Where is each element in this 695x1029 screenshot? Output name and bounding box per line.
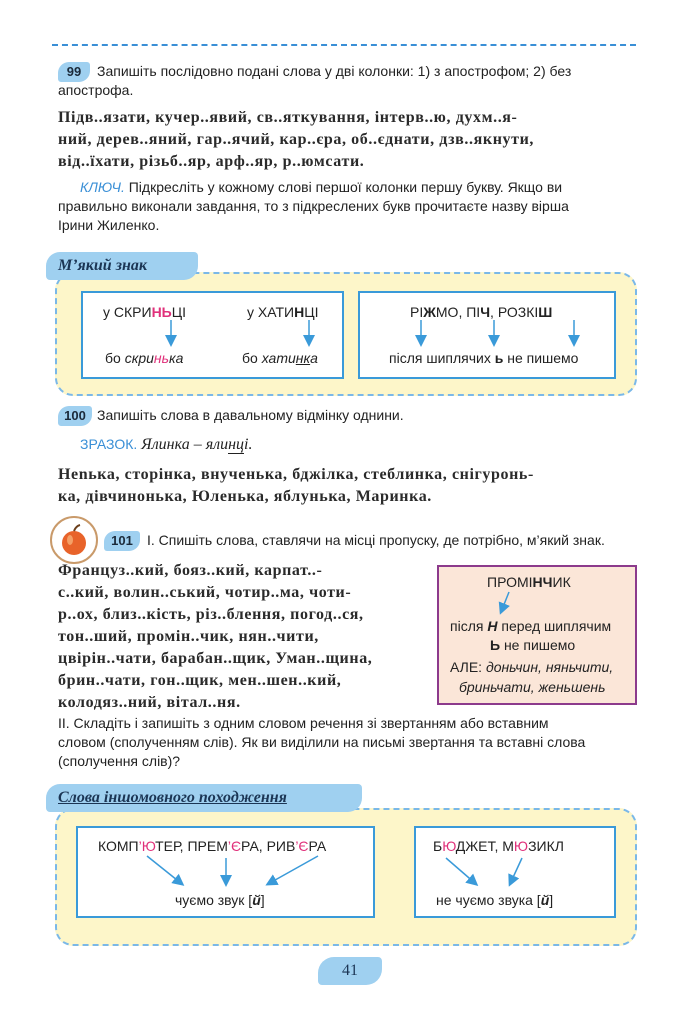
- soft-sign-sibilant-rule: після шиплячих ь не пишемо: [389, 350, 579, 366]
- foreign-left-words: КОМП’ЮТЕР, ПРЕМ’ЄРА, РИВ’ЄРА: [98, 838, 327, 854]
- rule-box-line2: Ь не пишемо: [490, 637, 576, 653]
- exercise-99-key: КЛЮЧ. Підкресліть у кожному слові першої колонки першу букву. Якщо ви: [80, 179, 563, 195]
- rule-box-exceptions: АЛЕ: доньчин, няньчити,: [450, 659, 614, 675]
- rule-box-word: ПРОМІНЧИК: [487, 574, 571, 590]
- exercise-101-words: Француз..кий, бояз..кий, карпат..- с..кий, волин..ський, чотир..ма, чоти- р..ох, близ..кість, різ..блення, погод..ся, тон..ший, промін..чик, нян..чити, цвірін..чати, барабан..щик, Уман..щина, брин..чати, гон..щик, мен..шен..кий, колодяз..ний, вітал..ня.: [58, 562, 373, 711]
- soft-sign-result-1: бо скринька: [105, 350, 184, 366]
- exercise-99-key-line3: Ірини Жиленко.: [58, 217, 160, 233]
- exercise-100-sample: ЗРАЗОК. Ялинка – ялинці.: [80, 436, 253, 453]
- soft-sign-word-2: у ХАТИНЦІ: [247, 304, 319, 320]
- arrow-foreign-1: [147, 856, 182, 884]
- exercise-100-number: 100: [58, 406, 92, 426]
- exercise-101-task: І. Спишіть слова, ставлячи на місці пропуску, де потрібно, м’який знак.: [147, 532, 605, 548]
- arrow-foreign-5: [510, 858, 522, 884]
- exercise-99-number: 99: [58, 62, 90, 82]
- exercise-101-part2: ІІ. Складіть і запишіть з одним словом речення зі звертанням або вставним словом (сполученням слів). Як ви виділили на письмі звертання та вставні слова (сполучення слів)?: [58, 715, 586, 769]
- page-number: 41: [318, 957, 382, 985]
- exercise-99-task: Запишіть послідовно подані слова у дві колонки: 1) з апострофом; 2) без: [97, 63, 572, 79]
- foreign-left-rule: чуємо звук [й]: [175, 892, 265, 908]
- foreign-words-title: Слова іншомовного походження: [46, 784, 362, 812]
- exercise-101-number: 101: [104, 531, 140, 551]
- foreign-right-rule: не чуємо звука [й]: [436, 892, 554, 908]
- arrow-foreign-4: [446, 858, 476, 884]
- arrow-foreign-3: [268, 856, 318, 884]
- exercise-99-words: Підв..язати, кучер..явий, св..яткування, інтерв..ю, духм..я- ний, дерев..яний, гар..ячий, кар..єра, об..єднати, дзв..якнути, від..їхати, різьб..яр, арф..яр, р..юмсати.: [58, 109, 534, 170]
- soft-sign-result-2: бо хатинка: [242, 350, 318, 366]
- foreign-right-words: БЮДЖЕТ, МЮЗИКЛ: [433, 838, 564, 854]
- rule-box-line1: після Н перед шиплячим: [450, 618, 612, 634]
- rule-box-exceptions-2: бриньчати, женьшень: [459, 679, 606, 695]
- exercise-100-task: Запишіть слова в давальному відмінку однини.: [97, 407, 404, 423]
- soft-sign-sibilant-words: РІЖМО, ПІЧ, РОЗКІШ: [410, 304, 553, 320]
- arrow-nch: [501, 592, 509, 612]
- soft-sign-title: М’який знак: [46, 252, 198, 280]
- exercise-99-key-line2: правильно виконали завдання, то з підкреслених букв прочитаєте назву вірша: [58, 198, 569, 214]
- exercise-99-task-cont: апострофа.: [58, 82, 134, 98]
- exercise-100-words: Нenька, сторінка, внученька, бджілка, стеблинка, снігуронь- ка, дівчинонька, Юленька, яблунька, Маринка.: [58, 466, 534, 505]
- soft-sign-word-1: у СКРИНЬЦІ: [103, 304, 186, 320]
